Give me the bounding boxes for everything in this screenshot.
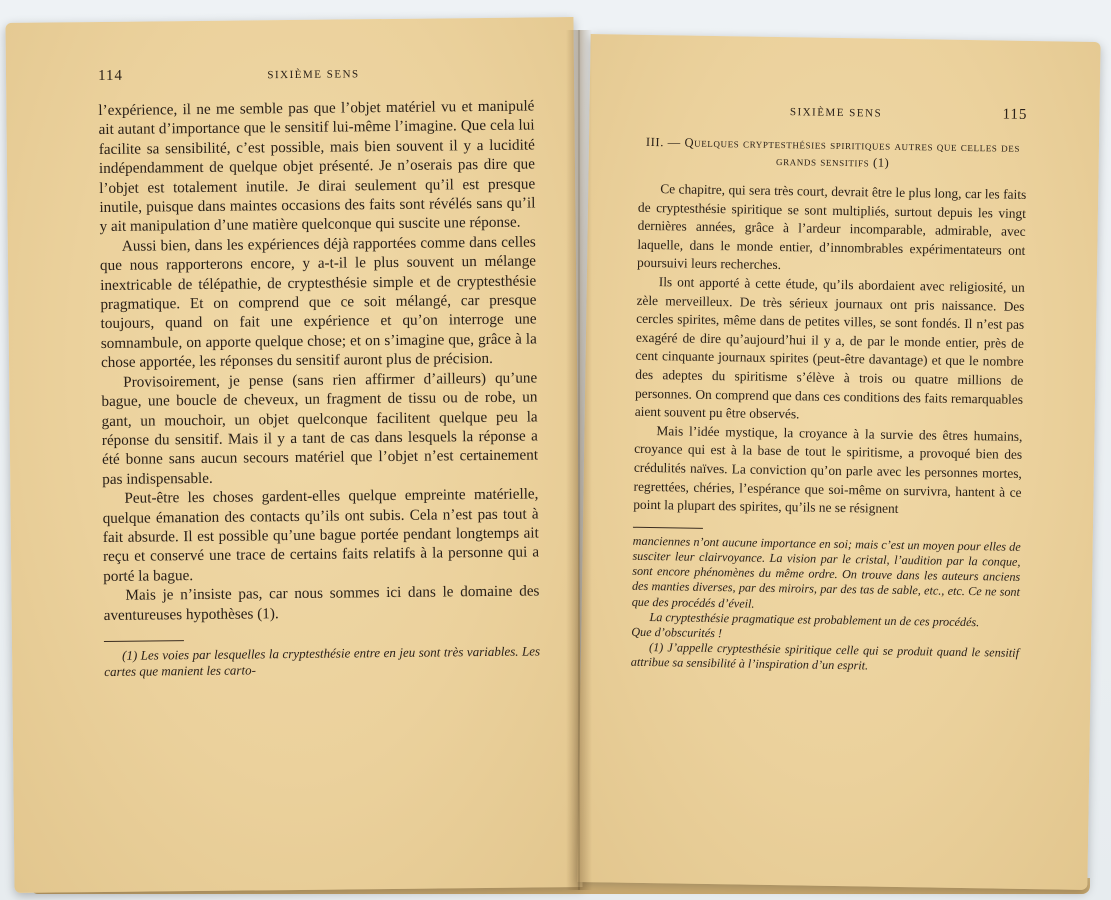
left-page-number: 114 xyxy=(97,67,124,85)
left-running-head: SIXIÈME SENS xyxy=(267,68,360,82)
right-page-number: 115 xyxy=(1002,106,1028,123)
book-gutter xyxy=(566,30,592,890)
left-paragraph: l’expérience, il ne me semble pas que l’objet matériel vu et manipulé ait autant d’importance que le sensitif lui-même l’imagine. Que cela lui facilite sa sensibilité, c’est possible, mais bien souvent il y a lucidité indépendamment de quelque objet présenté. Je n’oserais pas dire que l’objet est totalement inutile. Je dirai seulement qu’il est presque inutile, puisque dans maintes occasions des faits sont révélés sans qu’il y ait manipulation d’une matière quelconque qui suscite une réponse. xyxy=(98,97,536,236)
left-paragraph: Aussi bien, dans les expériences déjà rapportées comme dans celles que nous rapporterons encore, y a-t-il le plus souvent un mélange inextricable de télépathie, de cryptesthésie simple et de cryptesthésie pragmatique. Et on comprend que ce soit mélangé, car presque toujours, quand on fait une expérience et qu’on interroge une somnambule, on apporte quelque chose; et on s’imagine que, grâce à la chose apportée, les réponses du sensitif auront plus de précision. xyxy=(99,233,537,372)
right-paragraph: Mais l’idée mystique, la croyance à la survie des êtres humains, croyance qui est à la base de tout le spiritisme, a provoqué bien des crédulités naïves. La conviction qu’on parle avec les personnes mortes, regrettées, chéries, l’espérance que soi-même on survivra, hantent à ce point la plupart des spirites, qu’ils ne se résignent xyxy=(633,422,1023,517)
right-running-head: SIXIÈME SENS xyxy=(789,106,883,120)
right-paragraph: Ils ont apporté à cette étude, qu’ils abordaient avec religiosité, un zèle merveilleux. De très sérieux journaux ont pris naissance. Des cercles spirites, même dans de petites villes, se sont fondés. Il n’est pas exagéré de dire qu’aujourd’hui il y a, de par le monde entier, près de cent cinquante journaux spirites (peut-être davantage) et que le nombre des adeptes du spiritisme s’élève à trois ou quatre millions de personnes. On comprend que dans ces conditions des faits remarquables aient souvent pu être observés. xyxy=(634,274,1025,422)
left-paragraph: Peut-être les choses gardent-elles quelque empreinte matérielle, quelque émanation des contacts qu’ils ont subis. Cela n’est pas tout à fait absurde. Il est possible qu’une bague portée pendant longtemps ait reçu et conservé une trace de certains faits relatifs à la personne qui a porté la bague. xyxy=(102,485,540,585)
right-page xyxy=(577,34,1100,890)
left-paragraph: Provisoirement, je pense (sans rien affirmer d’ailleurs) qu’une bague, une boucle de cheveux, un fragment de tissu ou de robe, un gant, un mouchoir, un objet quelconque facilitent quelque peu la réponse du sensitif. Mais il y a tant de cas dans lesquels la réponse a été bonne sans aucun secours matériel que l’objet n’est certainement pas indispensable. xyxy=(101,369,539,488)
left-paragraph: Mais je n’insiste pas, car nous sommes ici dans le domaine des aventureuses hypothèses (1). xyxy=(103,582,540,624)
right-paragraph: Ce chapitre, qui sera très court, devrait être le plus long, car les faits de cryptesthésie spiritique se sont multipliés, surtout depuis les vingt dernières années, grâce à l’ardeur incomparable, admirable, avec laquelle, dans le monde entier, d’innombrables expérimentateurs ont poursuivi leurs recherches. xyxy=(636,181,1027,273)
section-title-text: III. — Quelques cryptesthésies spiritiques autres que celles des grands sensitifs (1) xyxy=(645,134,1021,170)
right-footnote: Que d’obscurités ! xyxy=(631,624,723,641)
left-page xyxy=(5,17,582,893)
footnote-rule xyxy=(104,640,184,642)
right-footnote: (1) J’appelle cryptesthésie spiritique celle qui se produit quand le sensitif attribue sa sensibilité à l’inspiration d’un esprit. xyxy=(630,640,1020,673)
section-title xyxy=(639,134,1027,174)
right-footnote: La cryptesthésie pragmatique est probablement un de ces procédés. xyxy=(649,609,980,629)
right-page-header xyxy=(639,101,1027,124)
footnote-rule xyxy=(633,526,703,528)
left-page-header xyxy=(98,63,534,85)
left-footnote: (1) Les voies par lesquelles la cryptesthésie entre en jeu sont très variables. Les cartes que manient les carto- xyxy=(104,643,541,680)
right-footnote: manciennes n’ont aucune importance en soi; mais c’est un moyen pour elles de susciter leur clairvoyance. La vision par le cristal, l’audition par la conque, sont encore phénomènes du même ordre. On trouve dans les auteurs anciens des manties diverses, par des miroirs, par des tas de sable, etc., etc. Ce ne sont que des procédés d’éveil. xyxy=(631,533,1021,611)
